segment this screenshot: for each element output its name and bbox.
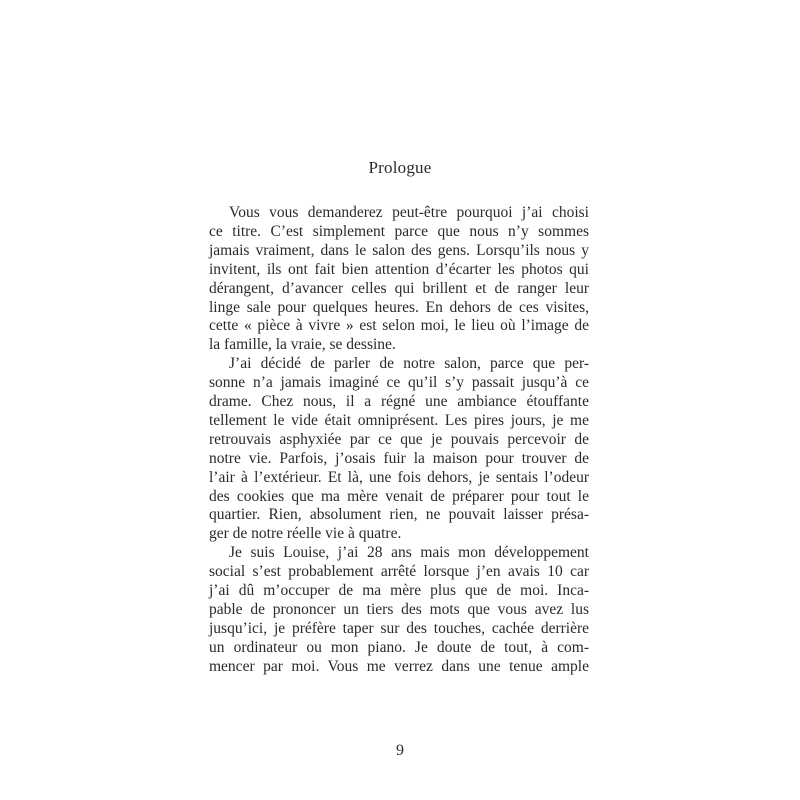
paragraph-2-line-9: quartier. Rien, absolument rien, ne pouvait laisser présa- [209,506,589,524]
paragraph-2-line-2: sonne n’a jamais imaginé ce qu’il s’y passait jusqu’à ce [209,374,589,392]
chapter-title: Prologue [368,158,432,177]
paragraph-1-line-5: dérangent, d’avancer celles qui brillent et de ranger leur [209,279,589,297]
paragraph-3-line-4: pable de prononcer un tiers des mots que vous avez lus [209,600,589,618]
paragraph-2-line-5: retrouvais asphyxiée par ce que je pouvais percevoir de [209,430,589,448]
page-number: 9 [396,742,404,759]
paragraph-1-line-6: linge sale pour quelques heures. En dehors de ces visites, [209,298,589,316]
paragraph-2-line-8: des cookies que ma mère venait de préparer pour tout le [209,487,589,505]
paragraph-2-line-7: l’air à l’extérieur. Et là, une fois dehors, je sentais l’odeur [209,468,589,486]
paragraph-3-line-3: j’ai dû m’occuper de ma mère plus que de moi. Inca- [209,582,589,599]
paragraph-1-line-1: Vous vous demanderez peut-être pourquoi j’ai choisi [229,204,589,221]
paragraph-3-line-7: mencer par moi. Vous me verrez dans une tenue ample [209,657,589,675]
paragraph-3-line-2: social s’est probablement arrêté lorsque j’en avais 10 car [209,563,589,581]
paragraph-2-line-10: ger de notre réelle vie à quatre. [209,525,402,543]
paragraph-1-line-2: ce titre. C’est simplement parce que nous n’y sommes [209,222,589,240]
paragraph-1-line-4: invitent, ils ont fait bien attention d’écarter les photos qui [209,260,589,278]
paragraph-3-line-1: Je suis Louise, j’ai 28 ans mais mon développement [229,544,589,562]
paragraph-2-line-1: J’ai décidé de parler de notre salon, parce que per- [229,355,589,373]
paragraph-1-line-7: cette « pièce à vivre » est selon moi, le lieu où l’image de [209,317,589,335]
paragraph-1-line-8: la famille, la vraie, se dessine. [209,336,396,354]
paragraph-1-line-3: jamais vraiment, dans le salon des gens. Lorsqu’ils nous y [209,241,589,259]
paragraph-2-line-3: drame. Chez nous, il a régné une ambiance étouffante [209,393,589,410]
paragraph-3-line-6: un ordinateur ou mon piano. Je doute de tout, à com- [209,638,589,656]
paragraph-2-line-6: notre vie. Parfois, j’osais fuir la maison pour trouver de [209,449,589,467]
paragraph-3-line-5: jusqu’ici, je préfère taper sur des touches, cachée derrière [209,619,589,637]
paragraph-2-line-4: tellement le vide était omniprésent. Les pires jours, je me [209,411,589,429]
